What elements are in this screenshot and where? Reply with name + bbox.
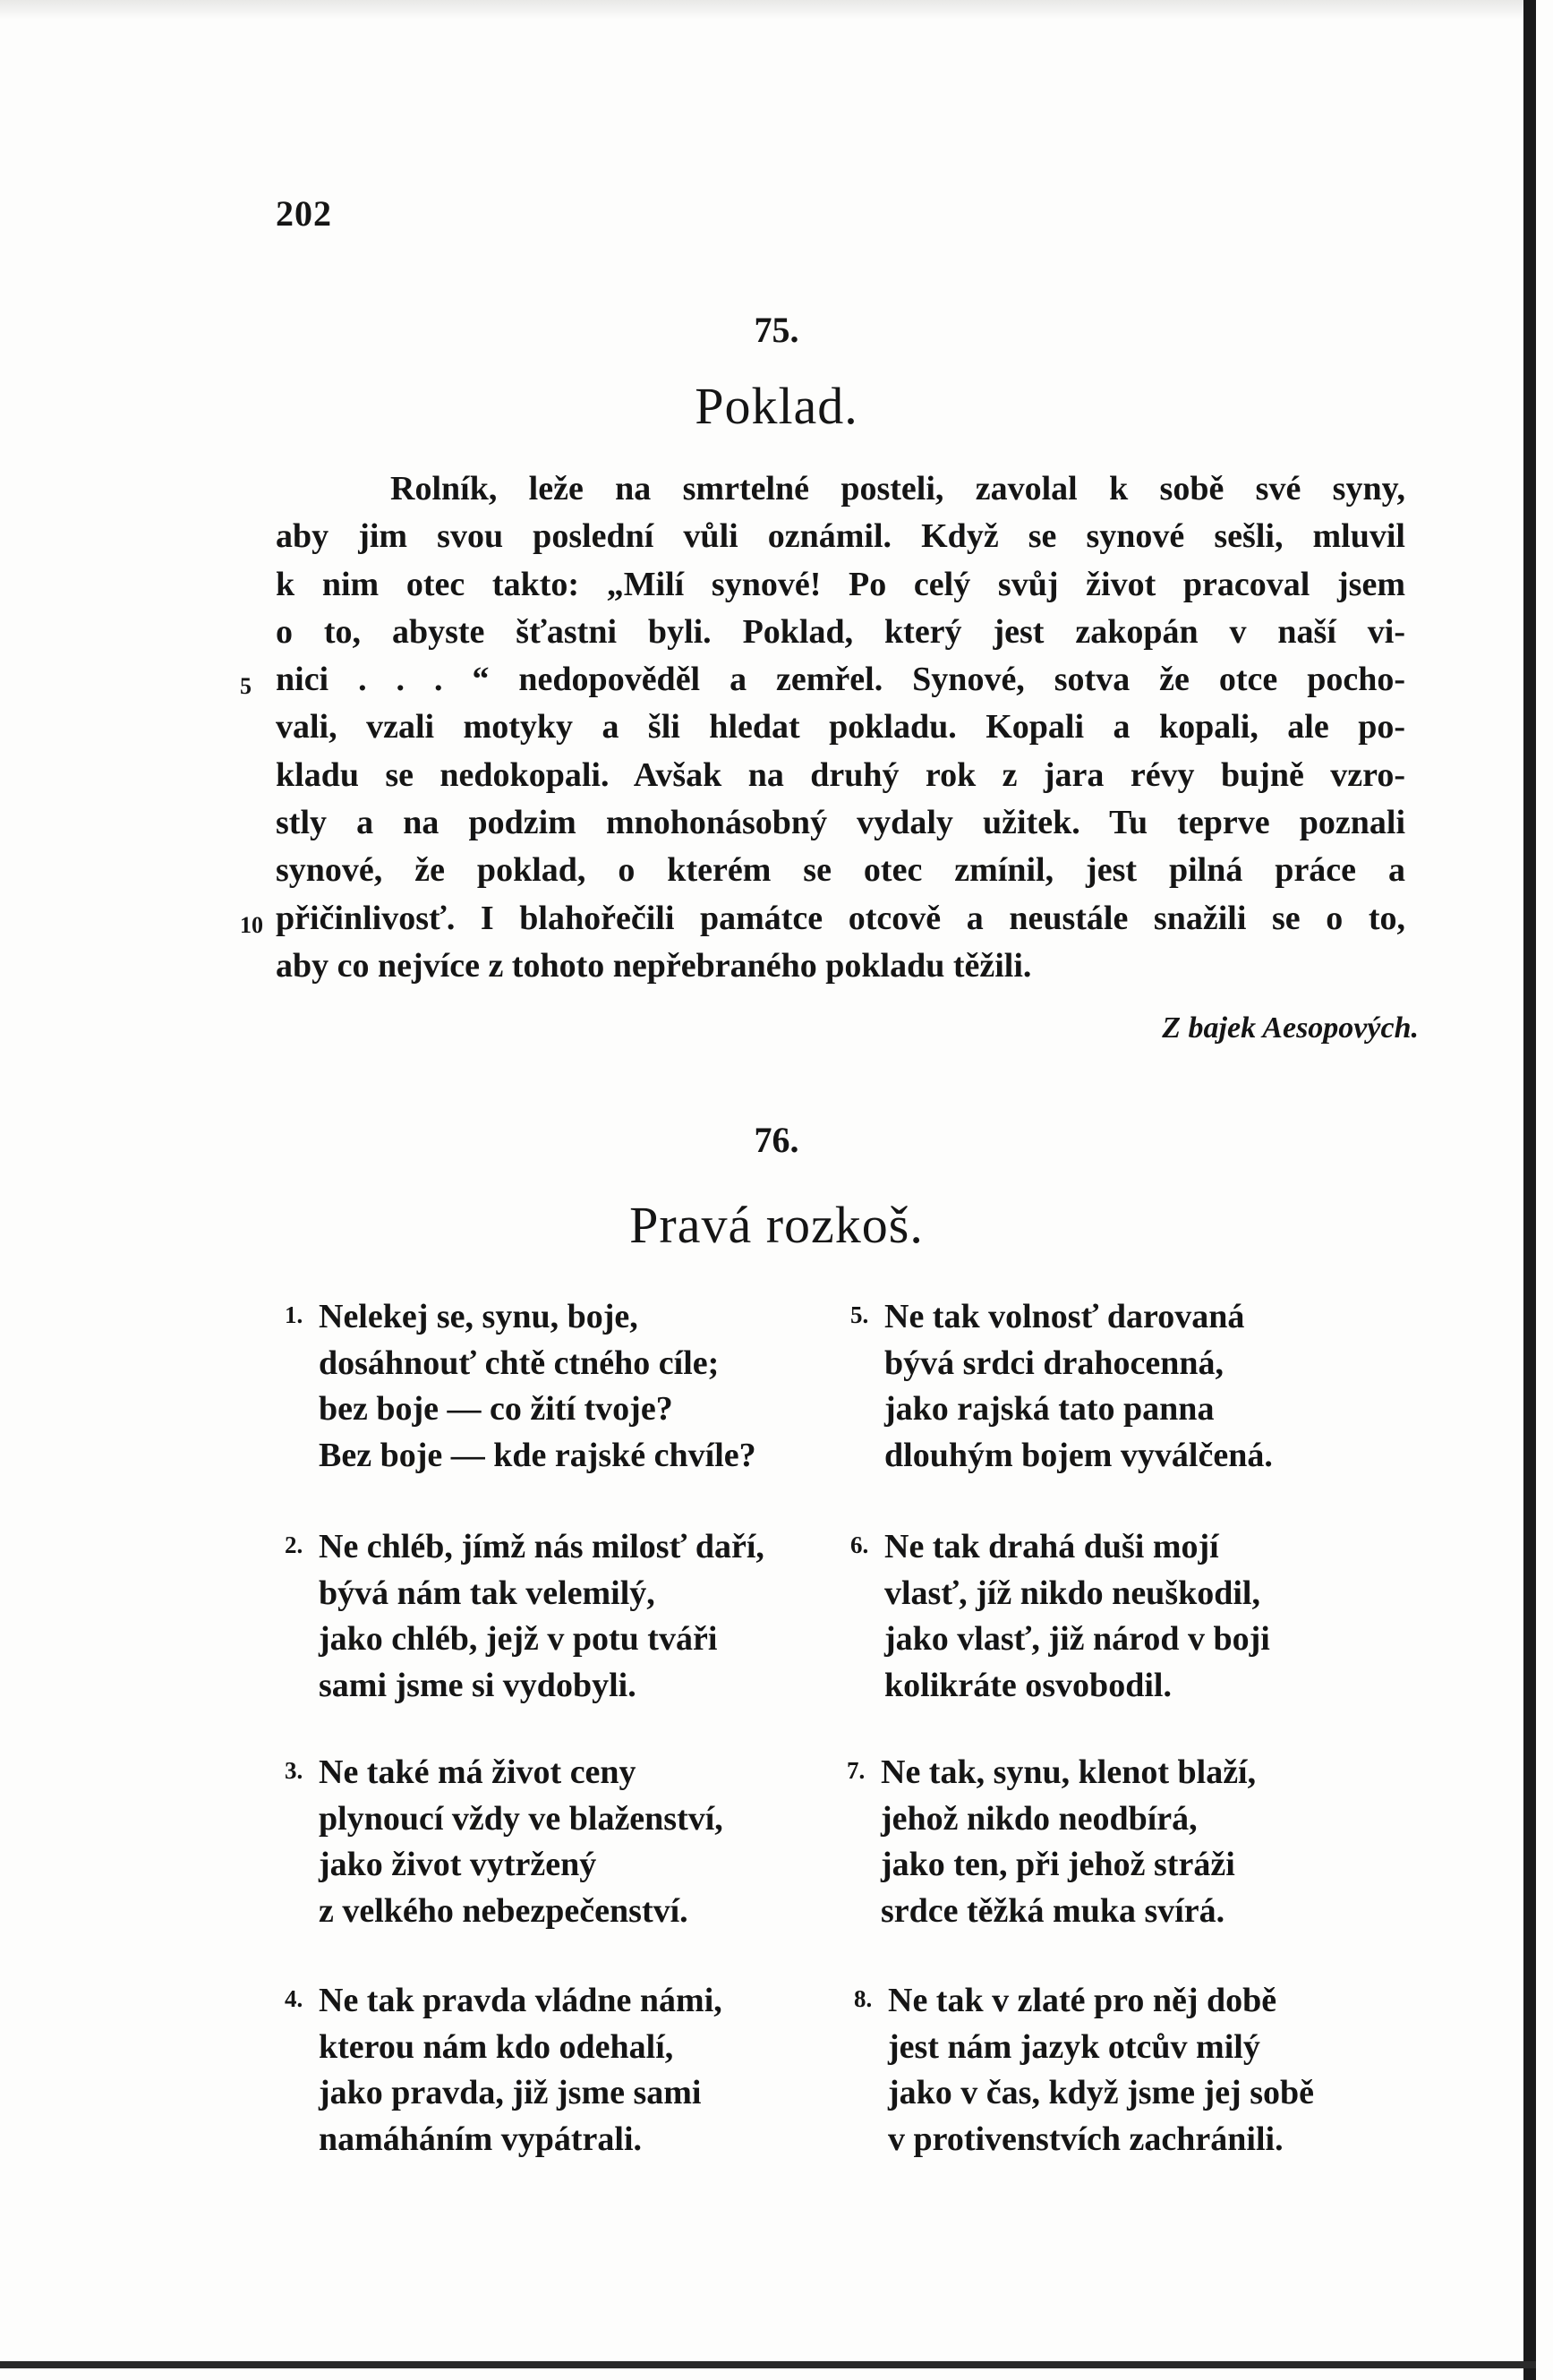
section-number-76: 76.: [754, 1120, 799, 1160]
stanza-2: [285, 1524, 874, 1709]
verse-line: dlouhým bojem vyválčená.: [884, 1436, 1273, 1474]
page-number: 202: [276, 193, 332, 234]
verse-line: Ne tak v zlaté pro něj době: [888, 1982, 1277, 2019]
verse-line: jako ten, při jehož stráži: [881, 1846, 1235, 1883]
stanza-7: [847, 1750, 1436, 1934]
section-title-prava-rozkos: Pravá rozkoš.: [629, 1196, 924, 1254]
stanza-number: 1.: [285, 1301, 303, 1328]
stanza-3: [285, 1750, 874, 1934]
stanza-number: 7.: [847, 1757, 866, 1784]
stanza-number: 8.: [854, 1985, 873, 2012]
verse-line: jest nám jazyk otcův milý: [888, 2027, 1260, 2066]
verse-line: namáháním vypátrali.: [319, 2120, 643, 2158]
verse-line: sami jsme si vydobyli.: [319, 1666, 636, 1704]
prose-line: kladu se nedokopali. Avšak na druhý rok z jara révy bujně vzro-: [276, 755, 1405, 794]
prose-line: aby jim svou poslední vůli oznámil. Když se synové sešli, mluvil: [276, 517, 1405, 556]
stanza-number: 6.: [850, 1531, 869, 1558]
prose-line: aby co nejvíce z tohoto nepřebraného pokladu těžili.: [276, 946, 1032, 985]
verse-line: Ne tak volnosť darovaná: [884, 1298, 1245, 1335]
prose-line: Rolník, leže na smrtelné posteli, zavolal k sobě své syny,: [390, 470, 1405, 508]
verse-line: z velkého nebezpečenství.: [319, 1891, 688, 1930]
verse-line: bývá nám tak velemilý,: [319, 1574, 655, 1612]
verse-line: v protivenstvích zachránili.: [888, 2120, 1284, 2158]
stanza-6: [850, 1524, 1439, 1709]
verse-line: jako vlasť, již národ v boji: [884, 1620, 1270, 1658]
verse-line: Ne také má život ceny: [319, 1753, 636, 1791]
verse-line: bývá srdci drahocenná,: [884, 1344, 1224, 1382]
prose-line: vali, vzali motyky a šli hledat pokladu. Kopali a kopali, ale po-: [276, 708, 1405, 746]
verse-line: jako život vytržený: [319, 1846, 597, 1883]
stanza-4: [285, 1978, 874, 2162]
verse-line: Ne chléb, jímž nás milosť daří,: [319, 1528, 764, 1565]
verse-line: Ne tak drahá duši mojí: [884, 1528, 1219, 1565]
verse-line: dosáhnouť chtě ctného cíle;: [319, 1344, 720, 1382]
scan-top-shadow: [0, 0, 1523, 20]
verse-line: Ne tak pravda vládne námi,: [319, 1982, 722, 2019]
source-attribution: Z bajek Aesopových.: [1162, 1011, 1419, 1045]
prose-paragraph: [276, 465, 1405, 990]
verse-line: Ne tak, synu, klenot blaží,: [881, 1753, 1257, 1791]
prose-line: k nim otec takto: „Milí synové! Po celý svůj život pracoval jsem: [276, 565, 1405, 603]
prose-line: o to, abyste šťastni byli. Poklad, který jest zakopán v naší vi-: [276, 612, 1405, 651]
stanza-8: [854, 1978, 1443, 2162]
verse-line: vlasť, jíž nikdo neuškodil,: [884, 1574, 1260, 1612]
prose-line: nici . . . “ nedopověděl a zemřel. Synové, sotva že otce pocho-: [276, 661, 1405, 699]
verse-line: bez boje — co žití tvoje?: [319, 1390, 673, 1428]
line-number-5: 5: [240, 673, 252, 699]
verse-line: Bez boje — kde rajské chvíle?: [319, 1436, 756, 1474]
stanza-5: [850, 1294, 1439, 1479]
scan-bottom-edge: [0, 2361, 1536, 2368]
stanza-number: 2.: [285, 1531, 303, 1558]
verse-line: kterou nám kdo odehalí,: [319, 2027, 674, 2066]
verse-line: plynoucí vždy ve blaženství,: [319, 1799, 723, 1838]
verse-line: Nelekej se, synu, boje,: [319, 1298, 638, 1335]
verse-line: srdce těžká muka svírá.: [881, 1891, 1225, 1930]
verse-line: jako v čas, když jsme jej sobě: [888, 2074, 1315, 2111]
stanza-number: 4.: [285, 1985, 303, 2012]
scan-right-edge: [1523, 0, 1536, 2380]
verse-line: jehož nikdo neodbírá,: [881, 1799, 1198, 1838]
stanza-number: 3.: [285, 1757, 303, 1784]
verse-line: jako pravda, již jsme sami: [319, 2074, 702, 2111]
verse-line: jako rajská tato panna: [884, 1390, 1215, 1428]
verse-line: kolikráte osvobodil.: [884, 1666, 1172, 1704]
stanza-number: 5.: [850, 1301, 869, 1328]
stanza-1: [285, 1294, 874, 1479]
prose-line: synové, že poklad, o kterém se otec zmínil, jest pilná práce a: [276, 851, 1405, 890]
verse-line: jako chléb, jejž v potu tváři: [319, 1620, 718, 1658]
line-number-10: 10: [240, 912, 263, 938]
section-number-75: 75.: [754, 310, 799, 350]
section-title-poklad: Poklad.: [695, 377, 858, 435]
prose-line: stly a na podzim mnohonásobný vydaly užitek. Tu teprve poznali: [276, 804, 1405, 842]
prose-line: přičinlivosť. I blahořečili památce otcově a neustále snažili se o to,: [276, 899, 1405, 937]
